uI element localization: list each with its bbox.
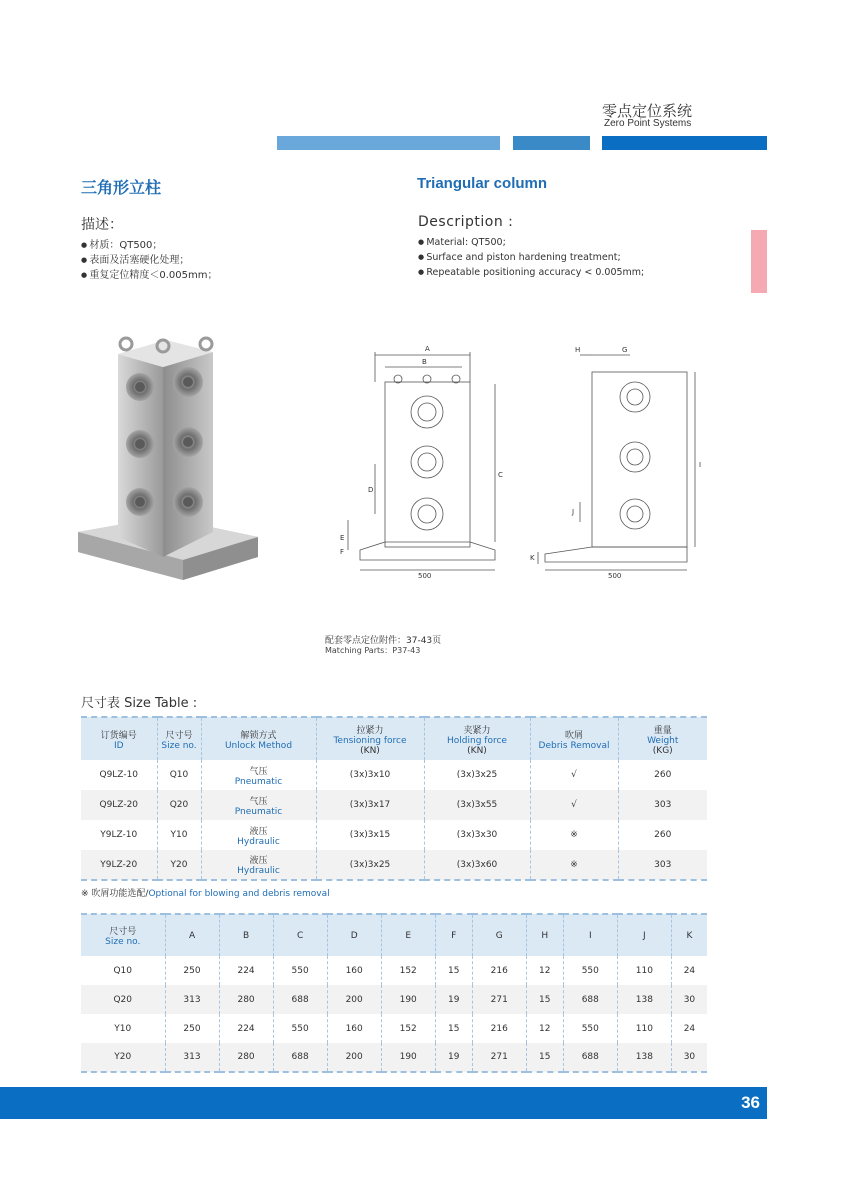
cell: 200 xyxy=(327,1043,381,1072)
dim-label-i: I xyxy=(699,461,702,469)
table-row xyxy=(81,760,707,790)
page-number: 36 xyxy=(741,1093,760,1112)
cell: 15 xyxy=(526,985,563,1014)
cell: 550 xyxy=(563,956,617,985)
cell-weight: 303 xyxy=(654,859,672,870)
cell: 200 xyxy=(327,985,381,1014)
col-header-g: G xyxy=(472,914,526,956)
header-bar-dark xyxy=(602,136,767,150)
col-header-method: 解锁方式 Unlock Method xyxy=(201,717,316,760)
cell: 280 xyxy=(219,1043,273,1072)
cell: 271 xyxy=(472,985,526,1014)
cell-id: Q9LZ-20 xyxy=(81,790,157,820)
table-row xyxy=(81,850,707,880)
list-item: ● 表面及活塞硬化处理； xyxy=(81,253,217,268)
cell: 160 xyxy=(327,956,381,985)
cell-weight: 260 xyxy=(654,830,672,840)
description-heading-en: Description : xyxy=(418,214,514,230)
header-title-en: Zero Point Systems xyxy=(604,118,692,129)
cell-method: 气压 Pneumatic xyxy=(201,790,316,820)
side-width-label: 500 xyxy=(608,572,622,580)
cell-tension: (3x)3x17 xyxy=(316,790,424,820)
cell: 30 xyxy=(683,1052,696,1062)
cell: 271 xyxy=(472,1043,526,1072)
col-header-a: A xyxy=(165,914,219,956)
cell: 216 xyxy=(472,1014,526,1043)
cell-tension: (3x)3x10 xyxy=(316,760,424,790)
cell-id: Y9LZ-10 xyxy=(81,820,157,850)
list-item: ● Material: QT500; xyxy=(418,235,644,250)
cell-method: 气压 Pneumatic xyxy=(201,760,316,790)
cell: 280 xyxy=(219,985,273,1014)
cell: 688 xyxy=(563,1043,617,1072)
cell: 15 xyxy=(526,1043,563,1072)
description-heading-cn: 描述： xyxy=(81,217,123,233)
cell: 12 xyxy=(526,1014,563,1043)
dim-label-e: E xyxy=(340,534,345,542)
cell: 12 xyxy=(526,956,563,985)
col-header-tension: 拉紧力 Tensioning force (KN) xyxy=(316,717,424,760)
col-header-f: F xyxy=(435,914,472,956)
dim-label-c: C xyxy=(498,471,503,479)
cell: 19 xyxy=(435,985,472,1014)
cell: 15 xyxy=(435,956,472,985)
dim-label-h: H xyxy=(575,346,581,354)
col-header-size: 尺寸号 Size no. xyxy=(157,717,201,760)
cell: 190 xyxy=(381,1043,435,1072)
table-header-row xyxy=(81,914,707,956)
product-title-en: Triangular column xyxy=(417,175,548,192)
cell-method: 液压 Hydraulic xyxy=(201,820,316,850)
cell: 15 xyxy=(435,1014,472,1043)
col-header-h: H xyxy=(526,914,563,956)
cell: 313 xyxy=(165,985,219,1014)
matching-parts-en: Matching Parts：P37-43 xyxy=(325,646,421,655)
cell: 30 xyxy=(683,994,696,1005)
col-header-size: 尺寸号 Size no. xyxy=(81,914,165,956)
cell: Y20 xyxy=(81,1043,165,1072)
cell: 550 xyxy=(273,1014,327,1043)
table-row xyxy=(81,1014,707,1043)
cell: Q20 xyxy=(81,985,165,1014)
cell: 190 xyxy=(381,985,435,1014)
cell: 216 xyxy=(472,956,526,985)
cell-debris: √ xyxy=(530,790,618,820)
cell: 550 xyxy=(273,956,327,985)
cell: 19 xyxy=(435,1043,472,1072)
matching-parts-cn: 配套零点定位附件：37-43页 xyxy=(325,636,442,646)
cell-id: Y9LZ-20 xyxy=(81,850,157,880)
cell: 110 xyxy=(617,1014,671,1043)
cell: 24 xyxy=(683,1023,696,1034)
header-bar-light xyxy=(277,136,500,150)
col-header-holding: 夹紧力 Holding force (KN) xyxy=(424,717,530,760)
header-bar-mid xyxy=(513,136,590,150)
list-item: ● Surface and piston hardening treatment; xyxy=(418,250,644,265)
cell-holding: (3x)3x30 xyxy=(424,820,530,850)
cell-weight: 260 xyxy=(654,770,672,780)
cell-holding: (3x)3x55 xyxy=(424,790,530,820)
cell: 550 xyxy=(563,1014,617,1043)
cell-debris: ※ xyxy=(530,850,618,880)
side-tab xyxy=(751,230,767,293)
cell-holding: (3x)3x25 xyxy=(424,760,530,790)
cell-id: Q9LZ-10 xyxy=(81,760,157,790)
header-title-cn: 零点定位系统 xyxy=(602,102,693,120)
col-header-k: K xyxy=(686,930,693,941)
list-item: ● Repeatable positioning accuracy < 0.005mm; xyxy=(418,265,644,280)
dim-label-a: A xyxy=(425,345,430,353)
cell: 24 xyxy=(683,965,696,976)
table-note: ※ 吹屑功能选配/Optional for blowing and debris removal xyxy=(81,889,330,899)
table-row xyxy=(81,956,707,985)
col-header-i: I xyxy=(563,914,617,956)
list-item: ● 重复定位精度＜0.005mm； xyxy=(81,268,217,283)
footer-bar xyxy=(0,1087,767,1119)
cell-debris: ※ xyxy=(530,820,618,850)
cell: 110 xyxy=(617,956,671,985)
dim-label-f: F xyxy=(340,548,345,556)
cell-tension: (3x)3x15 xyxy=(316,820,424,850)
cell: 224 xyxy=(219,956,273,985)
cell-size: Y10 xyxy=(157,820,201,850)
cell: 688 xyxy=(273,985,327,1014)
col-header-weight: 重量 Weight (KG) xyxy=(647,725,679,756)
cell-debris: √ xyxy=(530,760,618,790)
cell: 152 xyxy=(381,956,435,985)
table-row xyxy=(81,790,707,820)
description-list-cn xyxy=(81,238,217,283)
list-item: ● 材质：QT500； xyxy=(81,238,217,253)
col-header-b: B xyxy=(219,914,273,956)
table-row xyxy=(81,820,707,850)
cell-holding: (3x)3x60 xyxy=(424,850,530,880)
product-title-cn: 三角形立柱 xyxy=(81,178,162,197)
cell: Y10 xyxy=(81,1014,165,1043)
cell: 250 xyxy=(165,1014,219,1043)
cell: Q10 xyxy=(81,956,165,985)
cell: 138 xyxy=(617,1043,671,1072)
product-photo xyxy=(68,332,268,587)
cell-size: Y20 xyxy=(157,850,201,880)
cell-method: 液压 Hydraulic xyxy=(201,850,316,880)
technical-drawing xyxy=(330,342,710,582)
dim-label-d: D xyxy=(368,486,374,494)
front-width-label: 500 xyxy=(418,572,432,580)
cell: 250 xyxy=(165,956,219,985)
cell-tension: (3x)3x25 xyxy=(316,850,424,880)
dim-label-g: G xyxy=(622,346,628,354)
dim-label-b: B xyxy=(422,358,427,366)
cell: 138 xyxy=(617,985,671,1014)
dim-label-j: J xyxy=(572,508,575,516)
col-header-debris: 吹屑 Debris Removal xyxy=(530,717,618,760)
col-header-j: J xyxy=(617,914,671,956)
description-list-en xyxy=(418,235,644,280)
dim-label-k: K xyxy=(530,554,535,562)
cell-size: Q10 xyxy=(157,760,201,790)
dimension-table xyxy=(81,913,707,1073)
cell-weight: 303 xyxy=(654,800,672,810)
col-header-d: D xyxy=(327,914,381,956)
col-header-id: 订货编号 ID xyxy=(81,717,157,760)
cell-size: Q20 xyxy=(157,790,201,820)
col-header-e: E xyxy=(381,914,435,956)
table-header-row xyxy=(81,717,707,760)
col-header-c: C xyxy=(273,914,327,956)
table-row xyxy=(81,1043,707,1072)
cell: 160 xyxy=(327,1014,381,1043)
cell: 313 xyxy=(165,1043,219,1072)
cell: 688 xyxy=(273,1043,327,1072)
table-row xyxy=(81,985,707,1014)
cell: 688 xyxy=(563,985,617,1014)
spec-table xyxy=(81,716,707,881)
cell: 152 xyxy=(381,1014,435,1043)
cell: 224 xyxy=(219,1014,273,1043)
size-table-heading: 尺寸表 Size Table : xyxy=(81,696,198,711)
